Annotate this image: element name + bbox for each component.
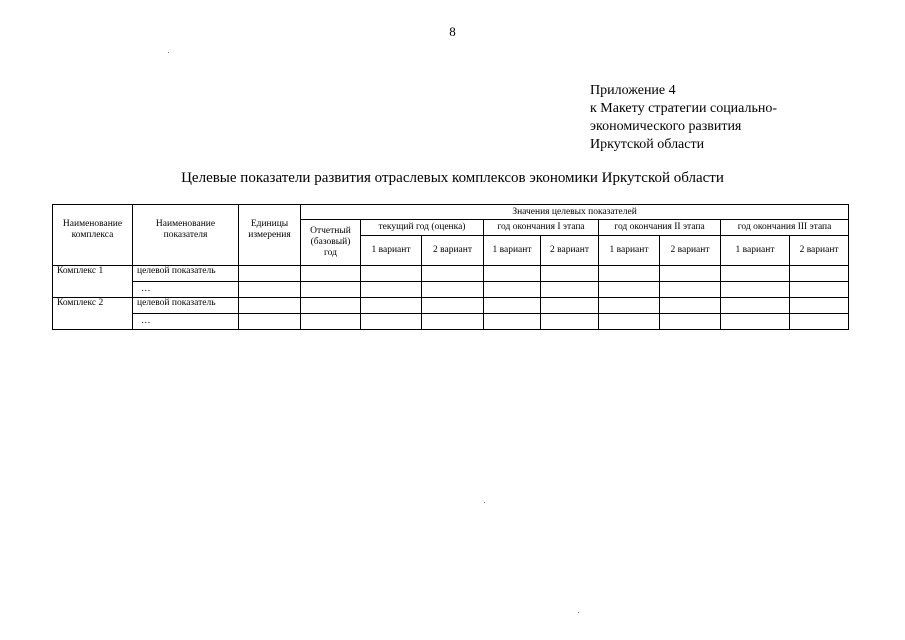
empty-cell (599, 314, 660, 330)
header-variant-2: 2 вариант (422, 236, 484, 266)
header-variant-1: 1 вариант (721, 236, 790, 266)
empty-cell (422, 266, 484, 282)
empty-cell (599, 298, 660, 314)
empty-cell (721, 298, 790, 314)
empty-cell (660, 266, 721, 282)
empty-cell (422, 282, 484, 298)
complex-cell: Комплекс 1 (53, 266, 133, 298)
empty-cell (790, 282, 849, 298)
empty-cell (660, 282, 721, 298)
empty-cell (541, 314, 599, 330)
page-number: 8 (449, 24, 456, 39)
empty-cell (361, 314, 422, 330)
empty-cell (422, 314, 484, 330)
empty-cell (422, 298, 484, 314)
empty-cell (361, 266, 422, 282)
empty-cell (484, 314, 541, 330)
target-indicators-table (52, 204, 849, 330)
scan-speck (168, 52, 169, 53)
header-indicator-name: Наименование показателя (133, 205, 239, 266)
header-units: Единицы измерения (239, 205, 301, 266)
empty-cell (541, 282, 599, 298)
empty-cell (301, 298, 361, 314)
empty-cell (239, 298, 301, 314)
empty-cell (790, 298, 849, 314)
header-period-stage-2: год окончания II этапа (599, 220, 721, 236)
header-complex-name: Наименование комплекса (53, 205, 133, 266)
empty-cell (301, 314, 361, 330)
empty-cell (599, 266, 660, 282)
empty-cell (301, 266, 361, 282)
header-target-values: Значения целевых показателей (301, 205, 849, 220)
indicator-cell: целевой показатель (133, 298, 239, 314)
table-row (53, 266, 849, 282)
empty-cell (484, 298, 541, 314)
empty-cell (660, 314, 721, 330)
scan-speck (484, 502, 485, 503)
empty-cell (361, 282, 422, 298)
header-period-stage-3: год окончания III этапа (721, 220, 849, 236)
empty-cell (239, 314, 301, 330)
empty-cell (484, 282, 541, 298)
header-base-year: Отчетный (базовый) год (301, 220, 361, 266)
appendix-line: Приложение 4 (590, 83, 676, 98)
empty-cell (660, 298, 721, 314)
empty-cell (361, 298, 422, 314)
empty-cell (721, 314, 790, 330)
appendix-line: к Макету стратегии социально- (590, 101, 778, 116)
empty-cell (301, 282, 361, 298)
header-variant-1: 1 вариант (599, 236, 660, 266)
header-variant-2: 2 вариант (541, 236, 599, 266)
indicator-cell: целевой показатель (133, 266, 239, 282)
empty-cell (239, 266, 301, 282)
empty-cell (721, 282, 790, 298)
appendix-line: экономического развития (590, 119, 742, 134)
continuation-cell: … (133, 282, 239, 298)
empty-cell (599, 282, 660, 298)
empty-cell (541, 298, 599, 314)
empty-cell (790, 266, 849, 282)
table-row (53, 282, 849, 298)
header-variant-2: 2 вариант (790, 236, 849, 266)
empty-cell (541, 266, 599, 282)
header-variant-1: 1 вариант (361, 236, 422, 266)
header-variant-1: 1 вариант (484, 236, 541, 266)
table-row (53, 298, 849, 314)
header-period-current: текущий год (оценка) (361, 220, 484, 236)
scan-speck (578, 612, 579, 613)
empty-cell (484, 266, 541, 282)
complex-cell: Комплекс 2 (53, 298, 133, 330)
header-variant-2: 2 вариант (660, 236, 721, 266)
table-row (53, 314, 849, 330)
appendix-note (590, 82, 777, 154)
continuation-cell: … (133, 314, 239, 330)
document-title: Целевые показатели развития отраслевых комплексов экономики Иркутской области (181, 170, 724, 186)
appendix-line: Иркутской области (590, 137, 705, 152)
empty-cell (790, 314, 849, 330)
empty-cell (721, 266, 790, 282)
header-period-stage-1: год окончания I этапа (484, 220, 599, 236)
empty-cell (239, 282, 301, 298)
